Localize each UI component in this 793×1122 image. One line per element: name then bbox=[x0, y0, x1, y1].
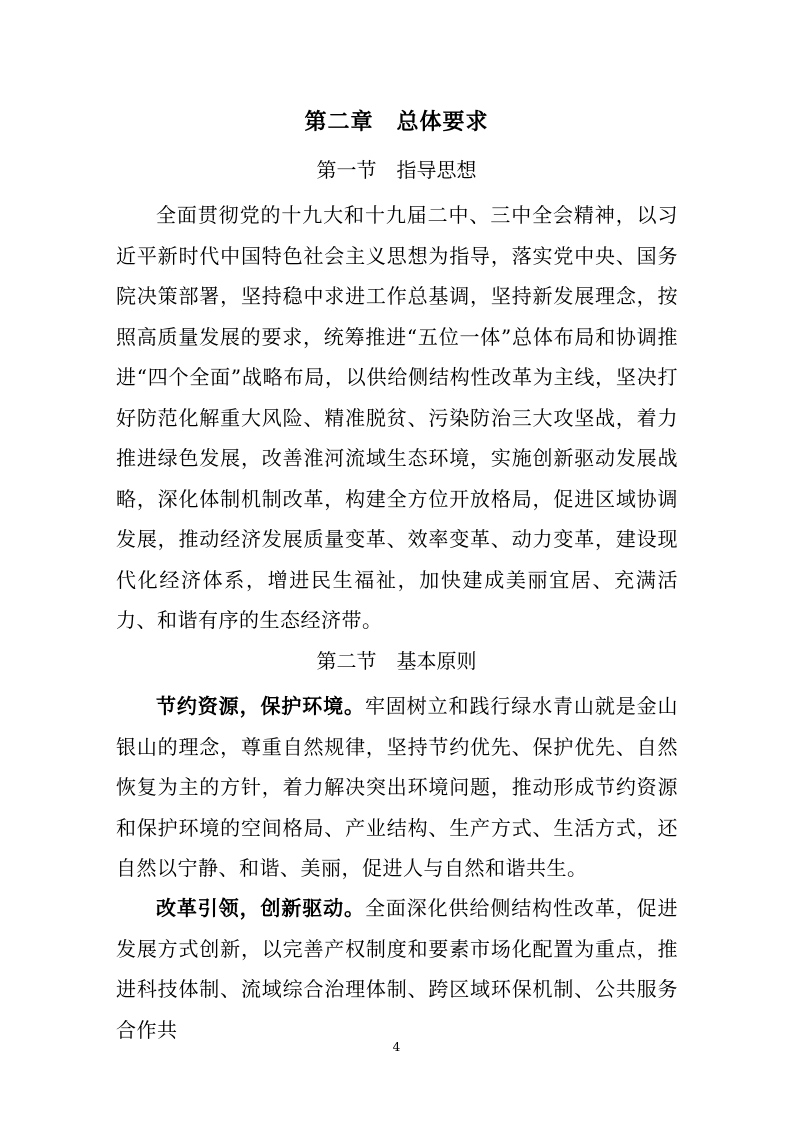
paragraph-text: 全面贯彻党的十九大和十九届二中、三中全会精神，以习近平新时代中国特色社会主义思想为指导，落实党中央、国务院决策部署，坚持稳中求进工作总基调，坚持新发展理念，按照高质量发展的要求，统筹推进“五位一体”总体布局和协调推进“四个全面”战略布局，以供给侧结构性改革为主线，坚决打好防范化解重大风险、精准脱贫、污染防治三大攻坚战，着力推进绿色发展，改善淮河流域生态环境，实施创新驱动发展战略，深化体制机制改革，构建全方位开放格局，促进区域协调发展，推动经济发展质量变革、效率变革、动力变革，建设现代化经济体系，增进民生福祉，加快建成美丽宜居、充满活力、和谐有序的生态经济带。 bbox=[116, 203, 678, 632]
chapter-title: 第二章 总体要求 bbox=[304, 109, 489, 135]
paragraph-lead: 改革引领，创新驱动。 bbox=[156, 896, 365, 920]
section-title-basic-principles: 第二节 基本原则 bbox=[316, 649, 477, 673]
paragraph-text: 牢固树立和践行绿水青山就是金山银山的理念，尊重自然规律，坚持节约优先、保护优先、自然恢复为主的方针，着力解决突出环境问题，推动形成节约资源和保护环境的空间格局、产业结构、生产方式、生活方式，还自然以宁静、和谐、美丽，促进人与自然和谐共生。 bbox=[116, 694, 679, 880]
paragraph-text: 全面深化供给侧结构性改革，促进发展方式创新，以完善产权制度和要素市场化配置为重点，推进科技体制、流域综合治理体制、跨区域环保机制、公共服务合作共 bbox=[116, 896, 679, 1042]
paragraph-save-resources bbox=[116, 686, 678, 889]
paragraph-guiding-ideology bbox=[116, 195, 678, 641]
section-title-guiding-ideology: 第一节 指导思想 bbox=[316, 158, 477, 182]
page-number: 4 bbox=[392, 1040, 401, 1054]
paragraph-reform-innovation bbox=[116, 888, 678, 1050]
paragraph-lead: 节约资源，保护环境。 bbox=[156, 694, 365, 718]
